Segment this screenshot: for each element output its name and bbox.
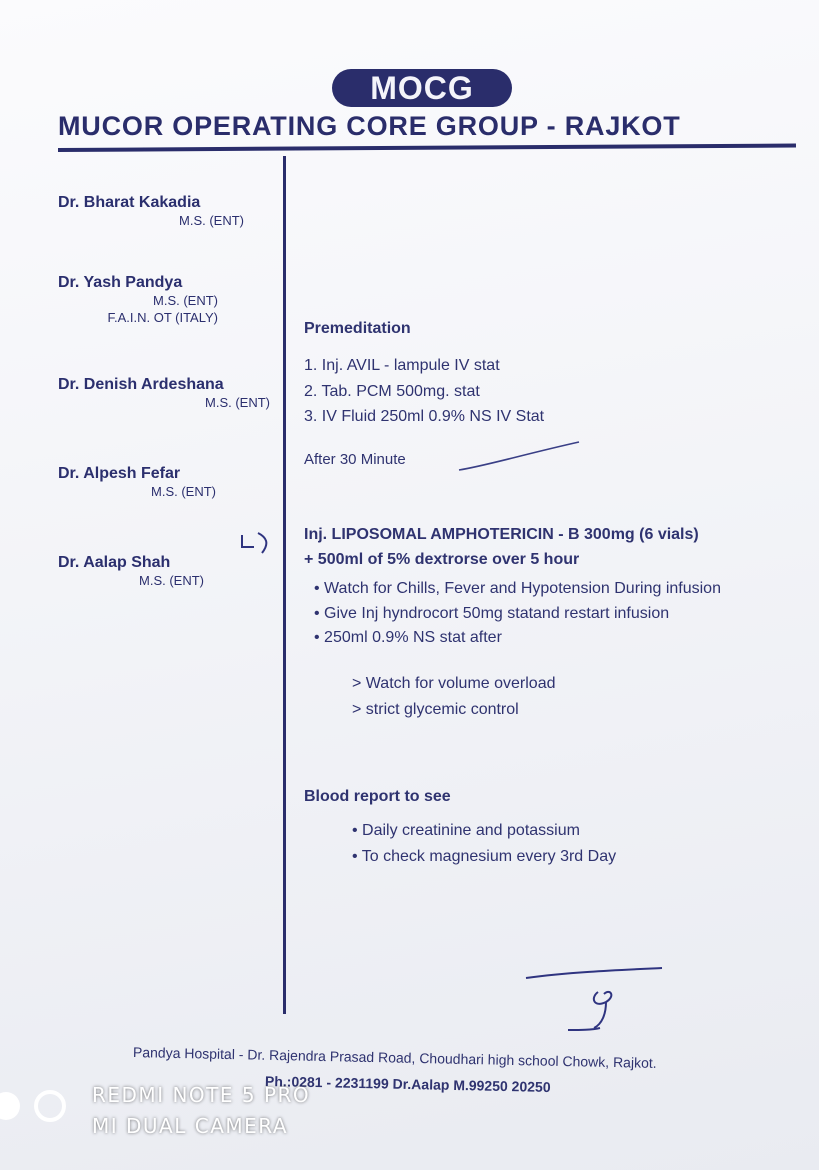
organization-title: MUCOR OPERATING CORE GROUP - RAJKOT: [58, 111, 681, 141]
instruction-bullet: • Watch for Chills, Fever and Hypotension During infusion: [314, 580, 721, 597]
doctor-qualification: M.S. (ENT): [205, 395, 270, 410]
blood-report-item: • To check magnesium every 3rd Day: [352, 848, 617, 865]
header-rule: [58, 143, 796, 152]
pen-stroke-scribble: [455, 436, 585, 476]
doctor-entry: [58, 194, 244, 229]
instruction-bullet: • Give Inj hyndrocort 50mg statand restart infusion: [314, 605, 670, 622]
premedication-after: After 30 Minute: [304, 451, 406, 468]
doctor-name: Dr. Alpesh Fefar: [58, 465, 181, 482]
doctor-name: Dr. Bharat Kakadia: [58, 194, 201, 211]
handwritten-check-mark: [236, 527, 276, 557]
doctor-name: Dr. Aalap Shah: [58, 554, 171, 571]
monitoring-note: > strict glycemic control: [352, 701, 519, 718]
doctor-entry: [58, 376, 270, 411]
premedication-item: 2. Tab. PCM 500mg. stat: [304, 383, 480, 400]
doctor-entry: [58, 554, 204, 589]
logo-text: MOCG: [370, 70, 474, 106]
handwritten-signature: [520, 958, 670, 1038]
footer-address: Pandya Hospital - Dr. Rajendra Prasad Road, Choudhari high school Chowk, Rajkot.: [132, 1044, 657, 1071]
blood-report-item: • Daily creatinine and potassium: [352, 822, 580, 839]
doctor-name: Dr. Denish Ardeshana: [58, 376, 224, 393]
doctor-entry: [58, 274, 218, 326]
main-drug-line: Inj. LIPOSOMAL AMPHOTERICIN - B 300mg (6 vials): [304, 526, 699, 543]
doctor-entry: [58, 465, 216, 500]
mocg-logo: [332, 69, 512, 107]
doctor-qualification: M.S. (ENT): [179, 213, 244, 228]
doctor-qualification: M.S. (ENT): [151, 484, 216, 499]
main-drug-dilution: + 500ml of 5% dextrorse over 5 hour: [304, 551, 580, 568]
premedication-item: 3. IV Fluid 250ml 0.9% NS IV Stat: [304, 408, 545, 425]
doctor-qualification: M.S. (ENT): [153, 293, 218, 308]
premedication-item: 1. Inj. AVIL - lampule IV stat: [304, 357, 500, 374]
doctor-qualification: M.S. (ENT): [139, 573, 204, 588]
doctor-name: Dr. Yash Pandya: [58, 274, 183, 291]
watermark-camera: MI DUAL CAMERA: [92, 1114, 289, 1138]
instruction-bullet: • 250ml 0.9% NS stat after: [314, 629, 502, 646]
watermark-device: REDMI NOTE 5 PRO: [92, 1083, 311, 1107]
column-divider: [283, 156, 286, 1014]
doctor-qualification: F.A.I.N. OT (ITALY): [107, 310, 218, 325]
footer-phones: Ph.:0281 - 2231199 Dr.Aalap M.99250 20250: [264, 1073, 551, 1095]
camera-watermark-circles-icon: [0, 1086, 80, 1126]
premedication-heading: Premeditation: [304, 320, 411, 337]
monitoring-note: > Watch for volume overload: [352, 675, 556, 692]
blood-report-heading: Blood report to see: [304, 788, 451, 805]
